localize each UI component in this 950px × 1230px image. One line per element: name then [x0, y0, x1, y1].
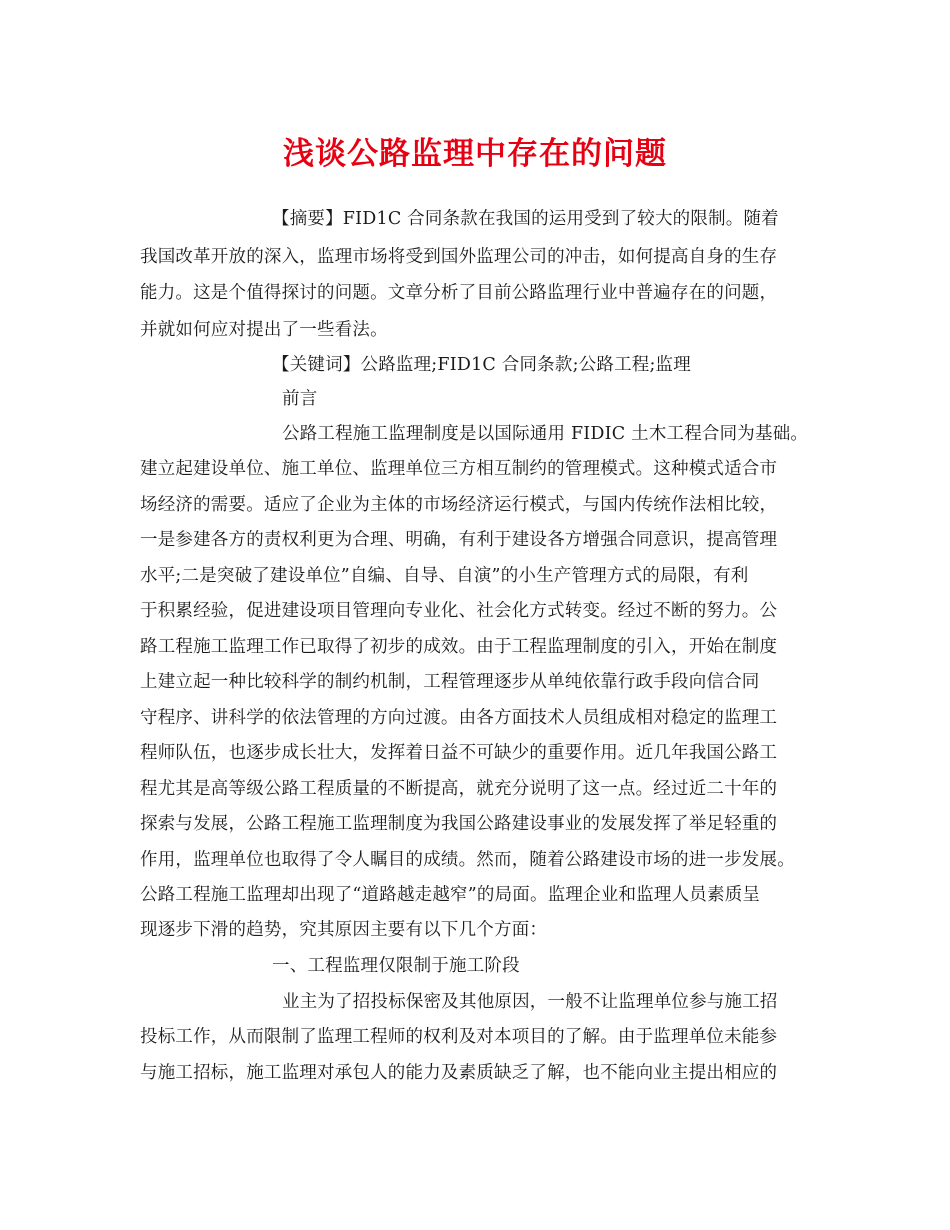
abstract-line: 【摘要】FID1C 合同条款在我国的运用受到了较大的限制。随着: [272, 209, 779, 229]
preface-line: 建立起建设单位、施工单位、监理单位三方相互制约的管理模式。这种模式适合市: [140, 459, 778, 479]
preface-line: 探索与发展，公路工程施工监理制度为我国公路建设事业的发展发挥了举足轻重的: [140, 814, 778, 834]
preface-line: 程师队伍，也逐步成长壮大，发挥着日益不可缺少的重要作用。近几年我国公路工: [140, 743, 778, 763]
abstract-line: 能力。这是个值得探讨的问题。文章分析了目前公路监理行业中普遍存在的问题，: [140, 283, 778, 303]
preface-line: 现逐步下滑的趋势，究其原因主要有以下几个方面：: [140, 920, 548, 940]
preface-line: 作用，监理单位也取得了令人瞩目的成绩。然而，随着公路建设市场的进一步发展。: [140, 850, 795, 870]
document-title: 浅谈公路监理中存在的问题: [283, 136, 667, 172]
preface-line: 公路工程施工监理却出现了“道路越走越窄”的局面。监理企业和监理人员素质呈: [140, 885, 761, 905]
preface-line: 公路工程施工监理制度是以国际通用 FIDIC 土木工程合同为基础。: [282, 424, 809, 444]
preface-line: 于积累经验，促进建设项目管理向专业化、社会化方式转变。经过不断的努力。公: [140, 601, 778, 621]
abstract-line: 我国改革开放的深入，监理市场将受到国外监理公司的冲击，如何提高自身的生存: [140, 247, 778, 267]
preface-line: 程尤其是高等级公路工程质量的不断提高，就充分说明了这一点。经过近二十年的: [140, 779, 778, 799]
preface-line: 守程序、讲科学的依法管理的方向过渡。由各方面技术人员组成相对稳定的监理工: [140, 708, 778, 728]
preface-heading: 前言: [282, 389, 318, 409]
preface-line: 上建立起一种比较科学的制约机制，工程管理逐步从单纯依靠行政手段向信合同: [140, 672, 760, 692]
preface-line: 路工程施工监理工作已取得了初步的成效。由于工程监理制度的引入，开始在制度: [140, 637, 778, 657]
keywords-line: 【关键词】公路监理;FID1C 合同条款;公路工程;监理: [272, 355, 691, 375]
abstract-line: 并就如何应对提出了一些看法。: [140, 320, 388, 340]
preface-line: 场经济的需要。适应了企业为主体的市场经济运行模式，与国内传统作法相比较，: [140, 495, 778, 515]
preface-line: 一是参建各方的责权利更为合理、明确，有利于建设各方增强合同意识，提高管理: [140, 530, 778, 550]
preface-line: 水平;二是突破了建设单位”自编、自导、自演”的小生产管理方式的局限，有利: [140, 566, 749, 586]
section-heading: 一、工程监理仅限制于施工阶段: [272, 956, 520, 976]
section-line: 投标工作，从而限制了监理工程师的权利及对本项目的了解。由于监理单位未能参: [140, 1027, 778, 1047]
section-line: 与施工招标，施工监理对承包人的能力及素质缺乏了解，也不能向业主提出相应的: [140, 1063, 778, 1083]
section-line: 业主为了招投标保密及其他原因，一般不让监理单位参与施工招: [282, 992, 778, 1012]
